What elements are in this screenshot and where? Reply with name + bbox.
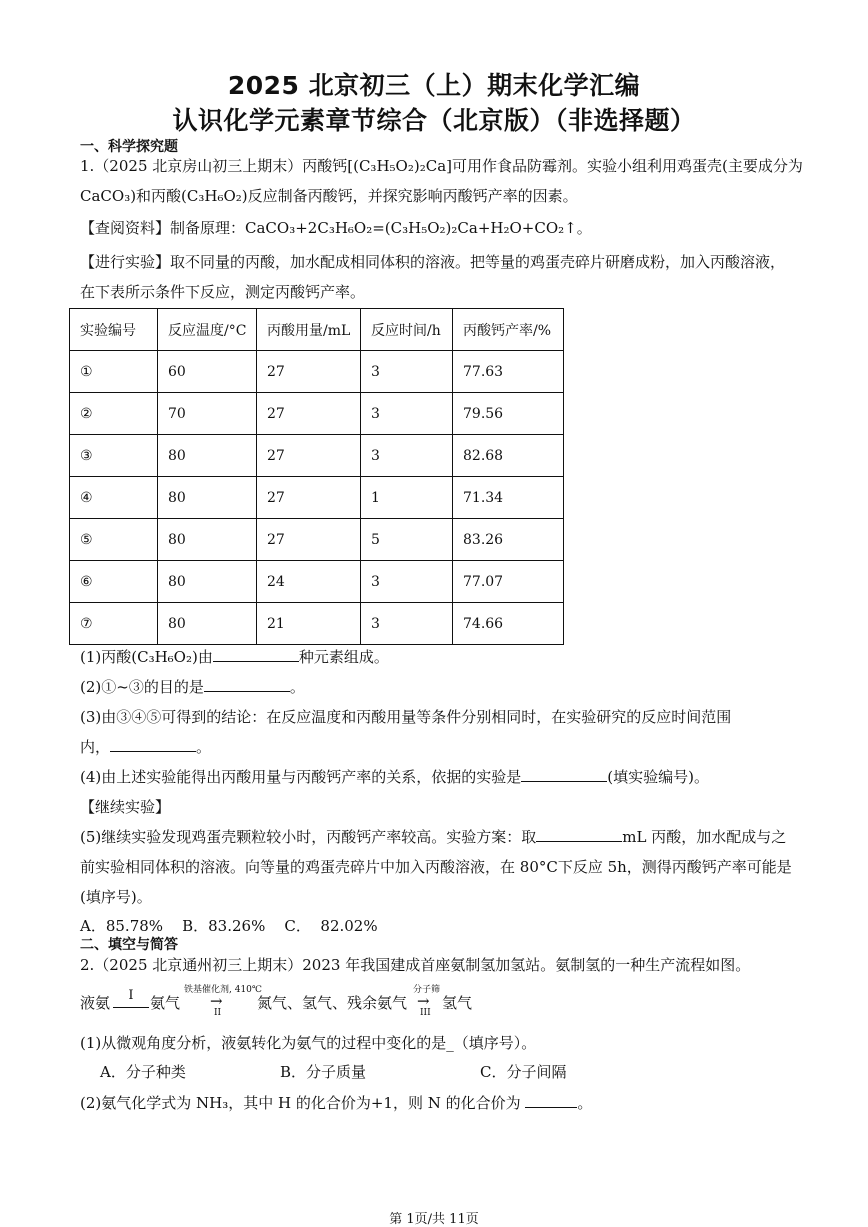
flow-molecular-sieve: 分子筛 <box>413 985 441 995</box>
question-1-line-1: 1.（2025 北京房山初三上期末）丙酸钙[(C₃H₅O₂)₂Ca]可用作食品防霉剂。实验小组利用鸡蛋壳(主要成分为 <box>80 157 803 175</box>
page-number: 第 1页/共 11页 <box>389 1212 479 1227</box>
table-cell: ② <box>70 393 158 435</box>
answer-blank[interactable] <box>204 677 290 692</box>
flow-gas-mixture: 氮气、氢气、残余氨气 <box>257 994 408 1012</box>
table-row <box>70 561 564 603</box>
production-flow-diagram <box>80 978 580 1018</box>
table-header-row <box>70 309 564 351</box>
flow-step-3-arrow: → <box>417 992 430 1010</box>
subquestion-2-text: (2)①~③的目的是 <box>80 678 204 696</box>
table-cell: 80 <box>158 561 257 603</box>
q2-subquestion-1: (1)从微观角度分析，液氨转化为氨气的过程中变化的是_（填序号）。 <box>80 1034 537 1052</box>
table-cell: 3 <box>361 561 453 603</box>
reference-text: 制备原理：CaCO₃+2C₃H₆O₂=(C₃H₅O₂)₂Ca+H₂O+CO₂↑。 <box>170 219 592 237</box>
table-cell: 27 <box>257 435 361 477</box>
table-header-cell: 反应时间/h <box>361 309 453 351</box>
flow-hydrogen-product: 氢气 <box>442 994 473 1012</box>
q2-option-a: A．分子种类 <box>100 1063 186 1081</box>
subquestion-4-text: (4)由上述实验能得出丙酸用量与丙酸钙产率的关系，依据的实验是 <box>80 768 522 786</box>
table-cell: 60 <box>158 351 257 393</box>
table-cell: 80 <box>158 519 257 561</box>
experiment-label: 【进行实验】 <box>80 253 171 271</box>
table-row <box>70 351 564 393</box>
subquestion-3-line-1: (3)由③④⑤可得到的结论：在反应温度和丙酸用量等条件分别相同时，在实验研究的反应时间范围 <box>80 708 732 726</box>
table-cell: 3 <box>361 435 453 477</box>
table-cell: 80 <box>158 435 257 477</box>
subquestion-5-options: A．85.78% B．83.26% C． 82.02% <box>80 917 378 935</box>
table-cell: 3 <box>361 393 453 435</box>
table-cell: 77.63 <box>453 351 564 393</box>
flow-ammonia-gas: 氨气 <box>150 994 181 1012</box>
table-cell: ① <box>70 351 158 393</box>
table-cell: 1 <box>361 477 453 519</box>
table-cell: ③ <box>70 435 158 477</box>
flow-step-2-arrow: → <box>210 992 223 1010</box>
flow-liquid-ammonia: 液氨 <box>80 994 111 1012</box>
table-cell: ⑤ <box>70 519 158 561</box>
answer-blank[interactable] <box>521 767 607 782</box>
table-cell: 3 <box>361 603 453 645</box>
table-cell: ⑥ <box>70 561 158 603</box>
experiment-paragraph-line-2: 在下表所示条件下反应，测定丙酸钙产率。 <box>80 283 366 301</box>
table-cell: 80 <box>158 477 257 519</box>
document-title: 2025 北京初三（上）期末化学汇编 <box>227 71 641 100</box>
experiment-table <box>69 308 564 645</box>
flow-step-2-label: II <box>214 1008 222 1018</box>
question-1-line-2: CaCO₃)和丙酸(C₃H₆O₂)反应制备丙酸钙，并探究影响丙酸钙产率的因素。 <box>80 187 578 205</box>
q2-subquestion-2-tail: 。 <box>577 1094 593 1112</box>
table-cell: 77.07 <box>453 561 564 603</box>
flow-catalyst-condition: 铁基催化剂, 410℃ <box>184 985 262 995</box>
subquestion-5-line-3: (填序号)。 <box>80 888 152 906</box>
subquestion-1-text: (1)丙酸(C₃H₆O₂)由 <box>80 648 213 666</box>
subquestion-2 <box>80 676 305 697</box>
answer-blank[interactable] <box>110 737 196 752</box>
subquestion-5-text: (5)继续实验发现鸡蛋壳颗粒较小时，丙酸钙产率较高。实验方案：取 <box>80 828 537 846</box>
subquestion-3-line-2 <box>80 736 211 757</box>
table-cell: 27 <box>257 519 361 561</box>
table-cell: 80 <box>158 603 257 645</box>
subquestion-1 <box>80 646 389 667</box>
table-cell: 3 <box>361 351 453 393</box>
table-row <box>70 603 564 645</box>
table-cell: 71.34 <box>453 477 564 519</box>
table-header-cell: 反应温度/°C <box>158 309 257 351</box>
table-cell: 82.68 <box>453 435 564 477</box>
subquestion-5-tail: mL 丙酸，加水配成与之 <box>622 828 787 846</box>
table-cell: 79.56 <box>453 393 564 435</box>
section-heading-fill-in: 二、填空与简答 <box>80 937 178 953</box>
table-row <box>70 393 564 435</box>
reference-paragraph <box>80 217 592 238</box>
continue-experiment-label: 【继续实验】 <box>80 798 171 816</box>
subquestion-5-line-1 <box>80 826 786 847</box>
q2-subquestion-2-text: (2)氨气化学式为 NH₃，其中 H 的化合价为+1，则 N 的化合价为 <box>80 1094 521 1112</box>
subquestion-5-line-2: 前实验相同体积的溶液。向等量的鸡蛋壳碎片中加入丙酸溶液，在 80°C下反应 5h，测得丙酸钙产率可能是 <box>80 858 792 876</box>
subquestion-1-tail: 种元素组成。 <box>298 648 389 666</box>
q2-option-c: C．分子间隔 <box>480 1063 567 1081</box>
table-cell: 83.26 <box>453 519 564 561</box>
experiment-text-1: 取不同量的丙酸，加水配成相同体积的溶液。把等量的鸡蛋壳碎片研磨成粉，加入丙酸溶液， <box>170 253 786 271</box>
answer-blank[interactable] <box>536 827 622 842</box>
experiment-paragraph-line-1 <box>80 251 785 272</box>
question-2-line-1: 2.（2025 北京通州初三上期末）2023 年我国建成首座氨制氢加氢站。氨制氢的一种生产流程如图。 <box>80 956 751 974</box>
table-header-cell: 丙酸钙产率/% <box>453 309 564 351</box>
subquestion-3-tail: 。 <box>196 738 212 756</box>
table-cell: 27 <box>257 393 361 435</box>
table-header-cell: 实验编号 <box>70 309 158 351</box>
table-cell: 24 <box>257 561 361 603</box>
table-cell: ④ <box>70 477 158 519</box>
table-cell: 74.66 <box>453 603 564 645</box>
table-cell: 27 <box>257 477 361 519</box>
reference-label: 【查阅资料】 <box>80 219 171 237</box>
answer-blank[interactable] <box>213 647 299 662</box>
document-subtitle: 认识化学元素章节综合（北京版）（非选择题） <box>172 106 696 135</box>
table-cell: 21 <box>257 603 361 645</box>
flow-step-3-label: III <box>420 1008 431 1018</box>
flow-step-1-arrow: I <box>113 988 149 1008</box>
subquestion-3-text: 内， <box>80 738 111 756</box>
table-row <box>70 519 564 561</box>
table-row <box>70 435 564 477</box>
q2-option-b: B．分子质量 <box>280 1063 367 1081</box>
answer-blank[interactable] <box>525 1093 577 1108</box>
table-cell: 70 <box>158 393 257 435</box>
subquestion-4 <box>80 766 709 787</box>
table-row <box>70 477 564 519</box>
subquestion-2-tail: 。 <box>289 678 305 696</box>
subquestion-4-tail: (填实验编号)。 <box>607 768 709 786</box>
section-heading-inquiry: 一、科学探究题 <box>80 139 178 155</box>
table-header-cell: 丙酸用量/mL <box>257 309 361 351</box>
table-cell: 5 <box>361 519 453 561</box>
table-cell: 27 <box>257 351 361 393</box>
table-cell: ⑦ <box>70 603 158 645</box>
q2-subquestion-2 <box>80 1092 592 1113</box>
